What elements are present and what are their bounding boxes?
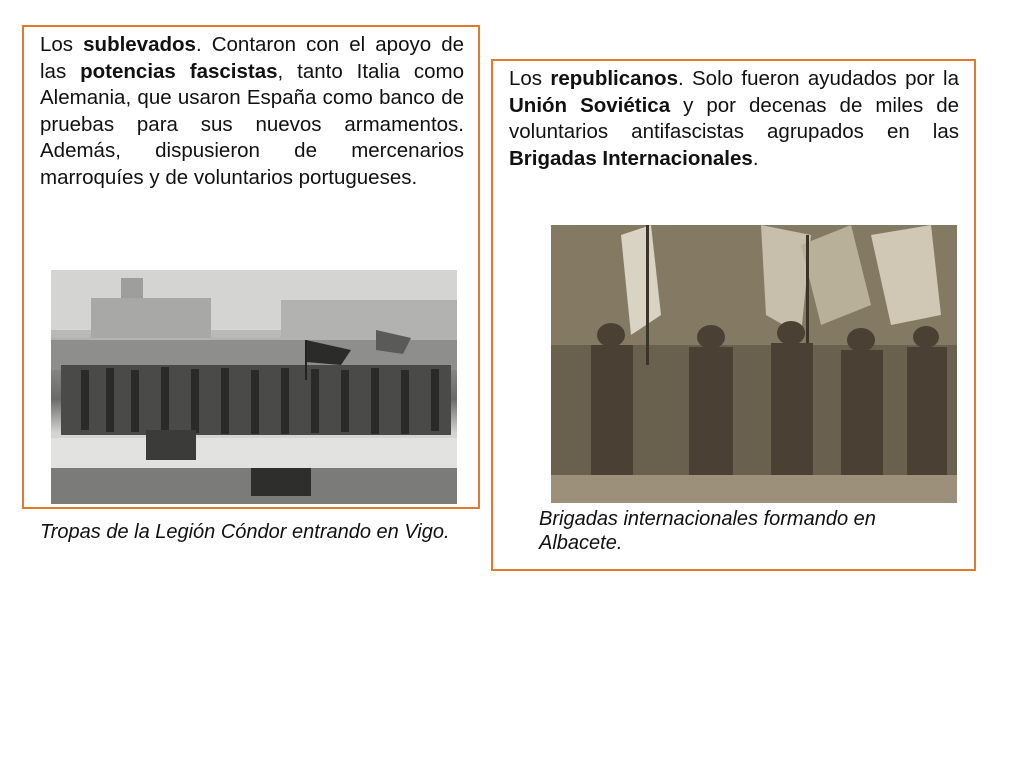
- right-text-part: Los: [509, 67, 551, 90]
- right-text-bold-union-sovietica: Unión Soviética: [509, 93, 671, 117]
- right-paragraph: [509, 66, 959, 172]
- right-caption: Brigadas internacionales formando en Albacete.: [539, 508, 876, 554]
- legion-condor-photo: [51, 270, 457, 504]
- right-text-part: .: [752, 146, 759, 170]
- left-text-bold-potencias: potencias fascistas: [80, 59, 278, 83]
- right-text-bold-brigadas: Brigadas Internacionales: [509, 146, 753, 170]
- left-caption: Tropas de la Legión Cóndor entrando en Vigo.: [40, 521, 450, 543]
- brigadas-photo: [551, 225, 957, 503]
- left-text-part: . Contaron con el apoyo de las: [40, 33, 465, 83]
- left-info-box: [22, 25, 480, 509]
- left-paragraph: [40, 32, 464, 191]
- left-text-part: , tanto Italia como Alemania, que usaron España como banco de pruebas para sus nuevos armamentos. Además, dispusieron de mercenarios marroquíes y de voluntarios portugueses.: [40, 59, 464, 189]
- right-info-box: [491, 59, 976, 571]
- right-text-part: . Solo fueron ayudados por la: [677, 67, 959, 90]
- left-text-part: Los: [40, 33, 84, 56]
- left-text-bold-sublevados: sublevados: [83, 33, 196, 56]
- right-text-bold-republicanos: republicanos: [550, 67, 678, 90]
- right-text-part: y por decenas de miles de voluntarios antifascistas agrupados en las: [509, 93, 960, 143]
